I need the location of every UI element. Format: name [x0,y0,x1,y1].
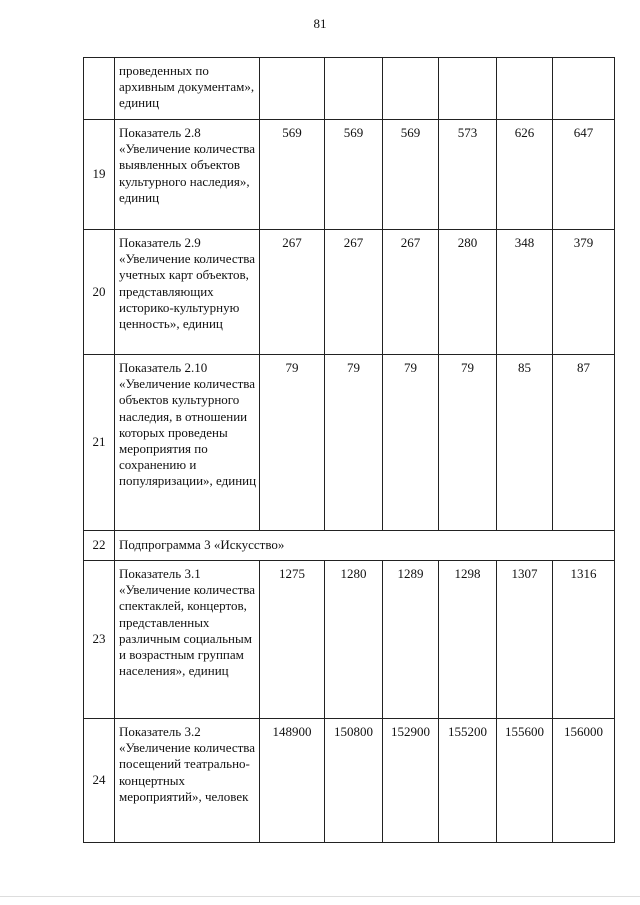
value-cell [553,58,615,120]
value-cell: 156000 [553,719,615,843]
value-cell: 569 [260,120,325,230]
indicators-table [83,57,615,843]
value-cell: 379 [553,230,615,355]
value-cell: 85 [497,355,553,531]
value-cell: 79 [260,355,325,531]
value-cell: 626 [497,120,553,230]
value-cell: 569 [383,120,439,230]
page-bottom-rule [0,896,640,897]
section-title: Подпрограмма 3 «Искусство» [115,531,615,561]
value-cell: 348 [497,230,553,355]
value-cell: 569 [325,120,383,230]
table-row [84,561,615,719]
indicator-description: проведенных по архивным документам», единиц [115,58,260,120]
indicator-description: Показатель 2.8 «Увеличение количества выявленных объектов культурного наследия», единиц [115,120,260,230]
value-cell: 573 [439,120,497,230]
value-cell [383,58,439,120]
page-number: 81 [313,16,327,31]
value-cell: 1298 [439,561,497,719]
row-number: 21 [84,355,115,531]
value-cell: 79 [439,355,497,531]
row-number [84,58,115,120]
indicator-description: Показатель 3.2 «Увеличение количества посещений театрально-концертных мероприятий», человек [115,719,260,843]
table-row [84,355,615,531]
value-cell: 1275 [260,561,325,719]
value-cell: 1316 [553,561,615,719]
row-number: 23 [84,561,115,719]
value-cell: 155200 [439,719,497,843]
value-cell [325,58,383,120]
value-cell: 87 [553,355,615,531]
table-row [84,719,615,843]
row-number: 20 [84,230,115,355]
indicator-description: Показатель 3.1 «Увеличение количества спектаклей, концертов, представленных различным социальным и возрастным группам населения», единиц [115,561,260,719]
value-cell: 647 [553,120,615,230]
value-cell: 152900 [383,719,439,843]
indicator-description: Показатель 2.9 «Увеличение количества учетных карт объектов, представляющих историко-культурную ценность», единиц [115,230,260,355]
value-cell: 79 [383,355,439,531]
table-row [84,120,615,230]
value-cell: 1280 [325,561,383,719]
value-cell [439,58,497,120]
value-cell: 267 [325,230,383,355]
section-row [84,531,615,561]
indicator-description: Показатель 2.10 «Увеличение количества объектов культурного наследия, в отношении которых проведены мероприятия по сохранению и популяризации», единиц [115,355,260,531]
value-cell: 150800 [325,719,383,843]
value-cell: 1289 [383,561,439,719]
value-cell: 79 [325,355,383,531]
value-cell: 148900 [260,719,325,843]
value-cell: 267 [260,230,325,355]
value-cell: 267 [383,230,439,355]
value-cell [497,58,553,120]
table-row [84,230,615,355]
value-cell [260,58,325,120]
row-number: 19 [84,120,115,230]
value-cell: 280 [439,230,497,355]
value-cell: 155600 [497,719,553,843]
table-row [84,58,615,120]
value-cell: 1307 [497,561,553,719]
row-number: 24 [84,719,115,843]
row-number: 22 [84,531,115,561]
